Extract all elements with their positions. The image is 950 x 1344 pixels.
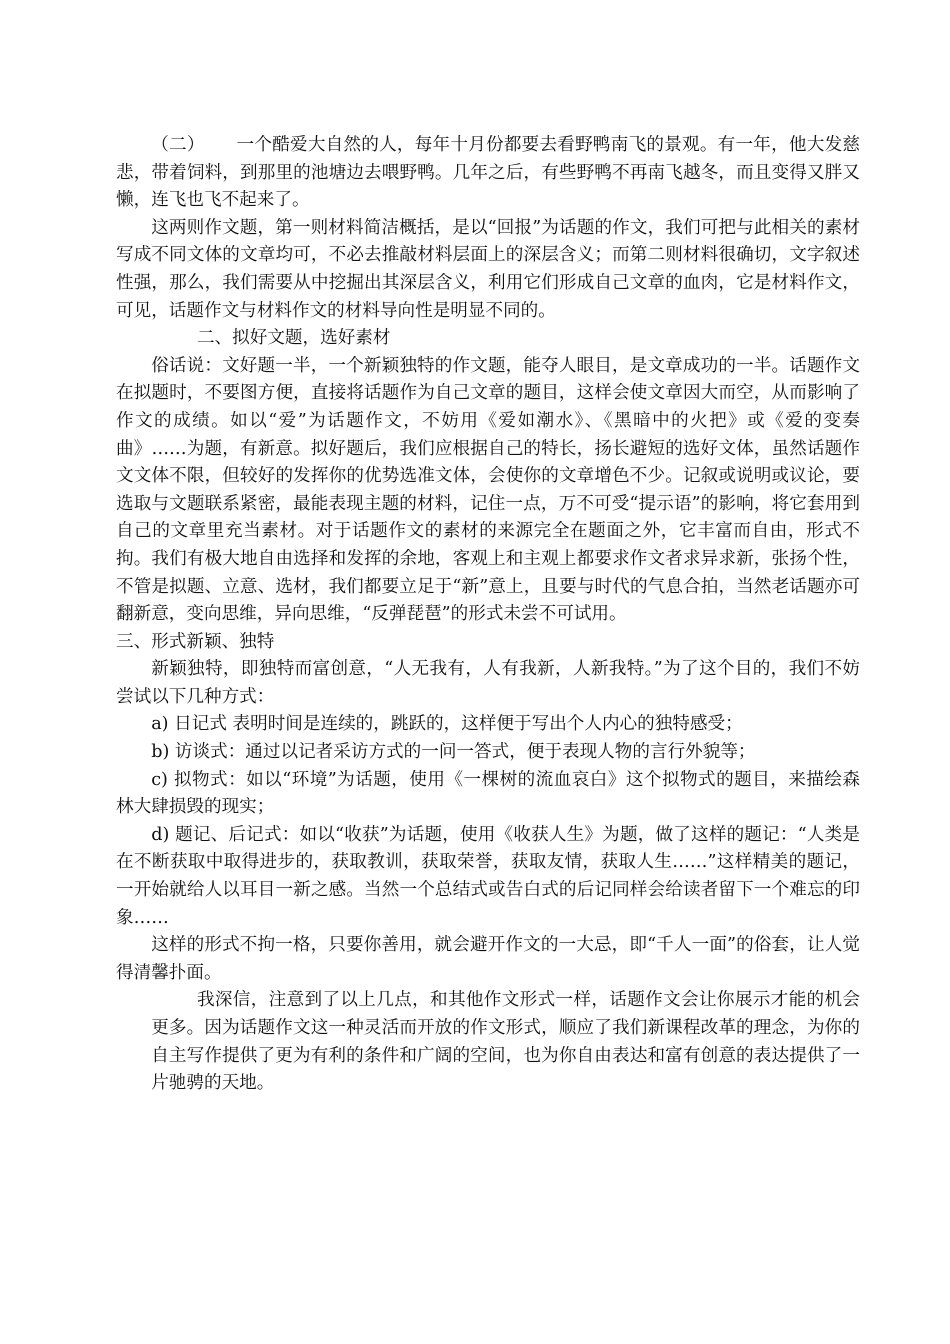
example-text: 一个酷爱大自然的人，每年十月份都要去看野鸭南飞的景观。有一年，他大发慈悲，带着饲料，到那里的池塘边去喂野鸭。几年之后，有些野鸭不再南飞越冬，而且变得又胖又懒，连飞也飞不起来了。 [116, 135, 860, 211]
example-label: （二） [151, 135, 205, 155]
paragraph-conclusion: 我深信，注意到了以上几点，和其他作文形式一样，话题作文会让你展示才能的机会更多。因为话题作文这一种灵活而开放的作文形式，顺应了我们新课程改革的理念，为你的自主写作提供了更为有利的条件和广阔的空间，也为你自由表达和富有创意的表达提供了一片驰骋的天地。 [151, 990, 860, 1094]
list-item-personification: c) 拟物式：如以“环境”为话题，使用《一棵树的流血哀白》这个拟物式的题目，来描绘森林大肆损毁的现实； [116, 769, 860, 818]
list-item-interview: b) 访谈式：通过以记者采访方式的一问一答式，便于表现人物的言行外貌等； [151, 742, 756, 763]
list-item-epigraph: d) 题记、后记式：如以“收获”为话题，使用《收获人生》为题，做了这样的题记：“人类是在不断获取中取得进步的，获取教训，获取荣誉，获取友情，获取人生……”这样精美的题记，一开始就给人以耳目一新之感。当然一个总结式或告白式的后记同样会给读者留下一个难忘的印象…… [116, 824, 860, 928]
document-body [116, 132, 860, 1098]
paragraph-novel-form: 新颖独特，即独特而富创意，“人无我有，人有我新，人新我特。”为了这个目的，我们不妨尝试以下几种方式： [116, 659, 860, 707]
list-item-diary: a) 日记式 表明时间是连续的，跳跃的，这样便于写出个人内心的独特感受； [151, 714, 743, 735]
paragraph-comparison: 这两则作文题，第一则材料简洁概括，是以“回报”为话题的作文，我们可把与此相关的素材写成不同文体的文章均可，不必去推敲材料层面上的深层含义；而第二则材料很确切，文字叙述性强，那么，我们需要从中挖掘出其深层含义，利用它们形成自己文章的血肉，它是材料作文，可见，话题作文与材料作文的材料导向性是明显不同的。 [116, 217, 860, 321]
paragraph-title-and-material: 俗话说：文好题一半，一个新颖独特的作文题，能夺人眼目，是文章成功的一半。话题作文在拟题时，不要图方便，直接将话题作为自己文章的题目，这样会使文章因大而空，从而影响了作文的成绩。如以“爱”为话题作文，不妨用《爱如潮水》、《黑暗中的火把》或《爱的变奏曲》……为题，有新意。拟好题后，我们应根据自己的特长，扬长避短的选好文体，虽然话题作文文体不限，但较好的发挥你的优势选准文体，会使你的文章增色不少。记叙或说明或议论，要选取与文题联系紧密，最能表现主题的材料，记住一点，万不可受“提示语”的影响，将它套用到自己的文章里充当素材。对于话题作文的素材的来源完全在题面之外，它丰富而自由，形式不拘。我们有极大地自由选择和发挥的余地，客观上和主观上都要求作文者求异求新，张扬个性，不管是拟题、立意、选材，我们都要立足于“新”意上，且要与时代的气息合拍，当然老话题亦可翻新意，变向思维，异向思维，“反弹琵琶”的形式未尝不可试用。 [116, 355, 860, 625]
paragraph-example-two [116, 132, 860, 215]
heading-section-two: 二、拟好文题，选好素材 [196, 328, 391, 349]
heading-section-three: 三、形式新颖、独特 [116, 631, 275, 652]
paragraph-form-summary: 这样的形式不拘一格，只要你善用，就会避开作文的一大忌，即“千人一面”的俗套，让人觉得清馨扑面。 [116, 935, 860, 983]
